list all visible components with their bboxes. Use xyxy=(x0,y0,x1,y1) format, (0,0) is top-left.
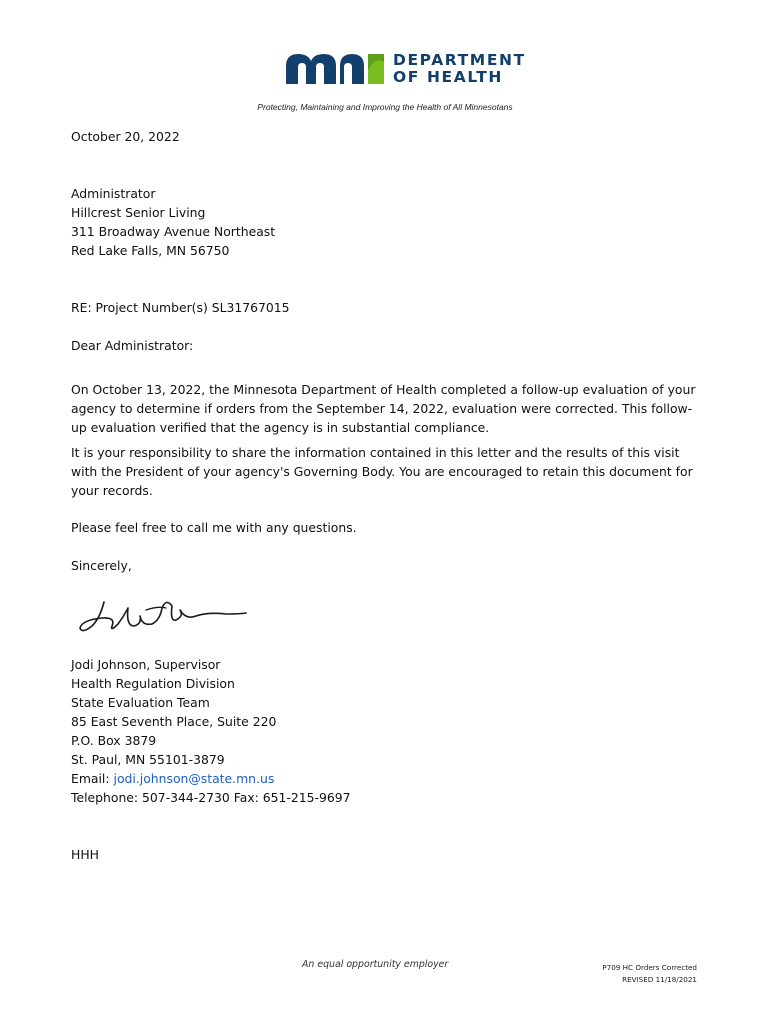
footer-equal-opportunity: An equal opportunity employer xyxy=(302,959,449,970)
revised-date: REVISED 11/18/2021 xyxy=(622,975,697,984)
salutation: Dear Administrator: xyxy=(71,338,194,353)
closing: Sincerely, xyxy=(71,558,132,573)
email-link[interactable]: jodi.johnson@state.mn.us xyxy=(113,771,275,786)
letter-date: October 20, 2022 xyxy=(71,129,180,144)
recipient-line: Red Lake Falls, MN 56750 xyxy=(71,243,230,258)
recipient-line: Administrator xyxy=(71,186,156,201)
body-paragraph: On October 13, 2022, the Minnesota Department of Health completed a follow-up evaluation of your agency to determine if orders from the September 14, 2022, evaluation were corrected. This follow-up evaluation verified that the agency is in substantial compliance. xyxy=(71,382,696,435)
tagline: Protecting, Maintaining and Improving the Health of All Minnesotans xyxy=(257,102,513,112)
re-line: RE: Project Number(s) SL31767015 xyxy=(71,300,290,315)
signer-line: State Evaluation Team xyxy=(71,695,210,710)
signer-line: St. Paul, MN 55101-3879 xyxy=(71,752,225,767)
telephone-line: Telephone: 507-344-2730 Fax: 651-215-9697 xyxy=(71,790,351,805)
signature-image xyxy=(76,596,256,640)
mn-logo-icon xyxy=(284,52,388,86)
form-id: P709 HC Orders Corrected xyxy=(602,963,697,972)
logo-text xyxy=(393,52,526,86)
signer-line: 85 East Seventh Place, Suite 220 xyxy=(71,714,277,729)
mdh-logo xyxy=(284,51,526,88)
signer-line: P.O. Box 3879 xyxy=(71,733,157,748)
email-label: Email: xyxy=(71,771,114,786)
email-line xyxy=(71,769,274,788)
recipient-line: Hillcrest Senior Living xyxy=(71,205,206,220)
body-paragraph: Please feel free to call me with any questions. xyxy=(71,520,357,535)
recipient-line: 311 Broadway Avenue Northeast xyxy=(71,224,276,239)
footer-form-id xyxy=(602,962,697,986)
body-paragraph: It is your responsibility to share the information contained in this letter and the results of this visit with the President of your agency's Governing Body. You are encouraged to retain this document for your records. xyxy=(71,445,693,498)
signer-line: Jodi Johnson, Supervisor xyxy=(71,657,221,672)
logo-line2: OF HEALTH xyxy=(393,68,503,86)
logo-line1: DEPARTMENT xyxy=(393,51,526,69)
signer-line: Health Regulation Division xyxy=(71,676,235,691)
typist-initials: HHH xyxy=(71,847,99,862)
